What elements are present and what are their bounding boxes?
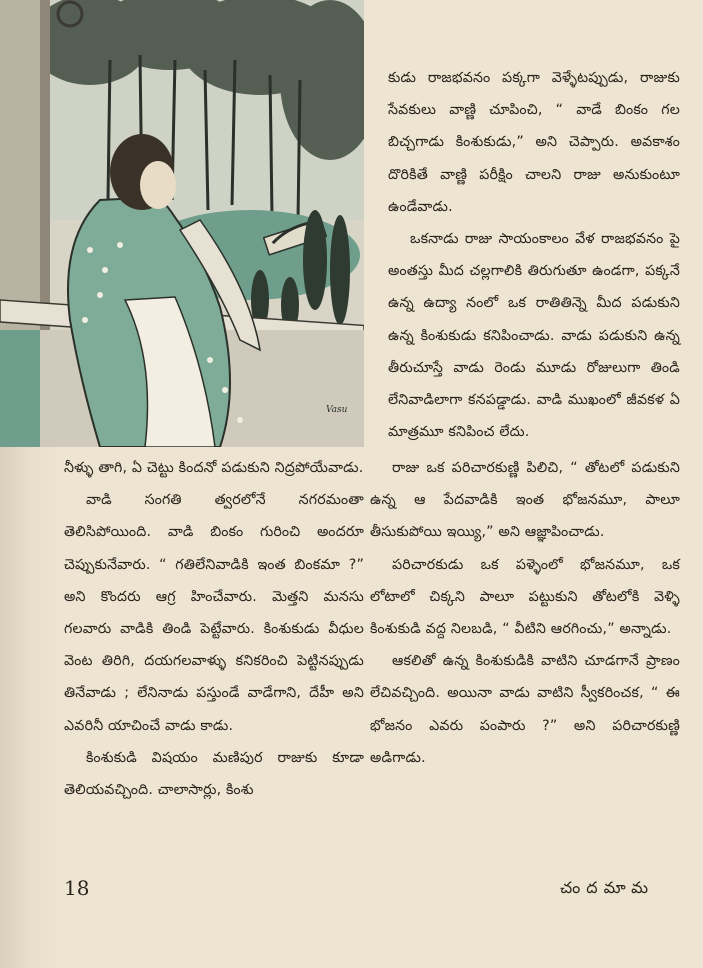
paragraph: పరిచారకుడు ఒక పళ్ళెంలో భోజనమూ, ఒక లోటాలో చిక్కని పాలూ పట్టుకుని తోటలోకి వెళ్ళి కింశుకుడి వద్ద నిలబడి, “ వీటిని ఆరగించు,” అన్నాడు. xyxy=(370,556,680,638)
magazine-name: చందమామ xyxy=(560,878,655,897)
paragraph: వాడి సంగతి త్వరలోనే నగరమంతా తెలిసిపోయింది. వాడి బింకం గురించి అందరూ చెప్పుకునేవారు. “ గతిలేనివాడికి ఇంత బింకమా ?” అని కొందరు ఆగ్ర హించేవారు. మెత్తని మనసు గలవారు వాడికి తిండి పెట్టేవారు. కింశుకుడు వీధుల వెంట తిరిగి, దయగలవాళ్ళు కనికరించి పెట్టినప్పుడు తినేవాడు ; లేనినాడు పస్తుండే వాడేగాని, దేహీ అని ఎవరినీ యాచించే వాడు కాడు. xyxy=(64,492,364,734)
paragraph: కుడు రాజభవనం పక్కగా వెళ్ళేటప్పుడు, రాజుకు సేవకులు వాణ్ణి చూపించి, “ వాడే బింకం గల బిచ్చగాడు కింశుకుడు,” అని చెప్పారు. అవకాశం దొరికితే వాణ్ణి పరీక్షిం చాలని రాజు అనుకుంటూ ఉండేవాడు. xyxy=(388,70,680,215)
right-column-top xyxy=(388,62,680,448)
left-column-bottom xyxy=(64,452,364,806)
paragraph: రాజు ఒక పరిచారకుణ్ణి పిలిచి, “ తోటలో పడుకుని ఉన్న ఆ పేదవాడికి ఇంత భోజనమూ, పాలూ తీసుకుపోయి ఇయ్యి,” అని ఆజ్ఞాపించాడు. xyxy=(370,460,680,541)
story-illustration xyxy=(0,0,364,447)
right-column-bottom xyxy=(370,452,680,774)
paragraph: కింశుకుడి విషయం మణిపుర రాజుకు కూడా తెలియవచ్చింది. చాలాసార్లు, కింశు xyxy=(64,749,364,799)
paragraph: ఒకనాడు రాజు సాయంకాలం వేళ రాజభవనం పై అంతస్తు మీద చల్లగాలికి తిరుగుతూ ఉండగా, పక్కనే ఉన్న ఉద్యా నంలో ఒక రాతితిన్నె మీద పడుకుని ఉన్న కింశుకుడు కనిపించాడు. వాడు పడుకుని ఉన్న తీరుచూస్తే వాడు రెండు మూడు రోజులుగా తిండి లేనివాడిలాగా కనపడ్డాడు. వాడి ముఖంలో జీవకళ ఏ మాత్రమూ కనిపించ లేదు. xyxy=(388,231,680,441)
paragraph: ఆకలితో ఉన్న కింశుకుడికి వాటిని చూడగానే ప్రాణం లేచివచ్చింది. అయినా వాడు వాటిని స్వీకరించక, “ ఈ భోజనం ఎవరు పంపారు ?” అని పరిచారకుణ్ణి అడిగాడు. xyxy=(370,653,680,766)
illustrator-signature: Vasu xyxy=(326,405,348,415)
illustration-drawing xyxy=(0,0,364,447)
paragraph: నీళ్ళు తాగి, ఏ చెట్టు కిందనో పడుకుని నిద్రపోయేవాడు. xyxy=(64,460,364,476)
page-number: 18 xyxy=(64,876,90,900)
